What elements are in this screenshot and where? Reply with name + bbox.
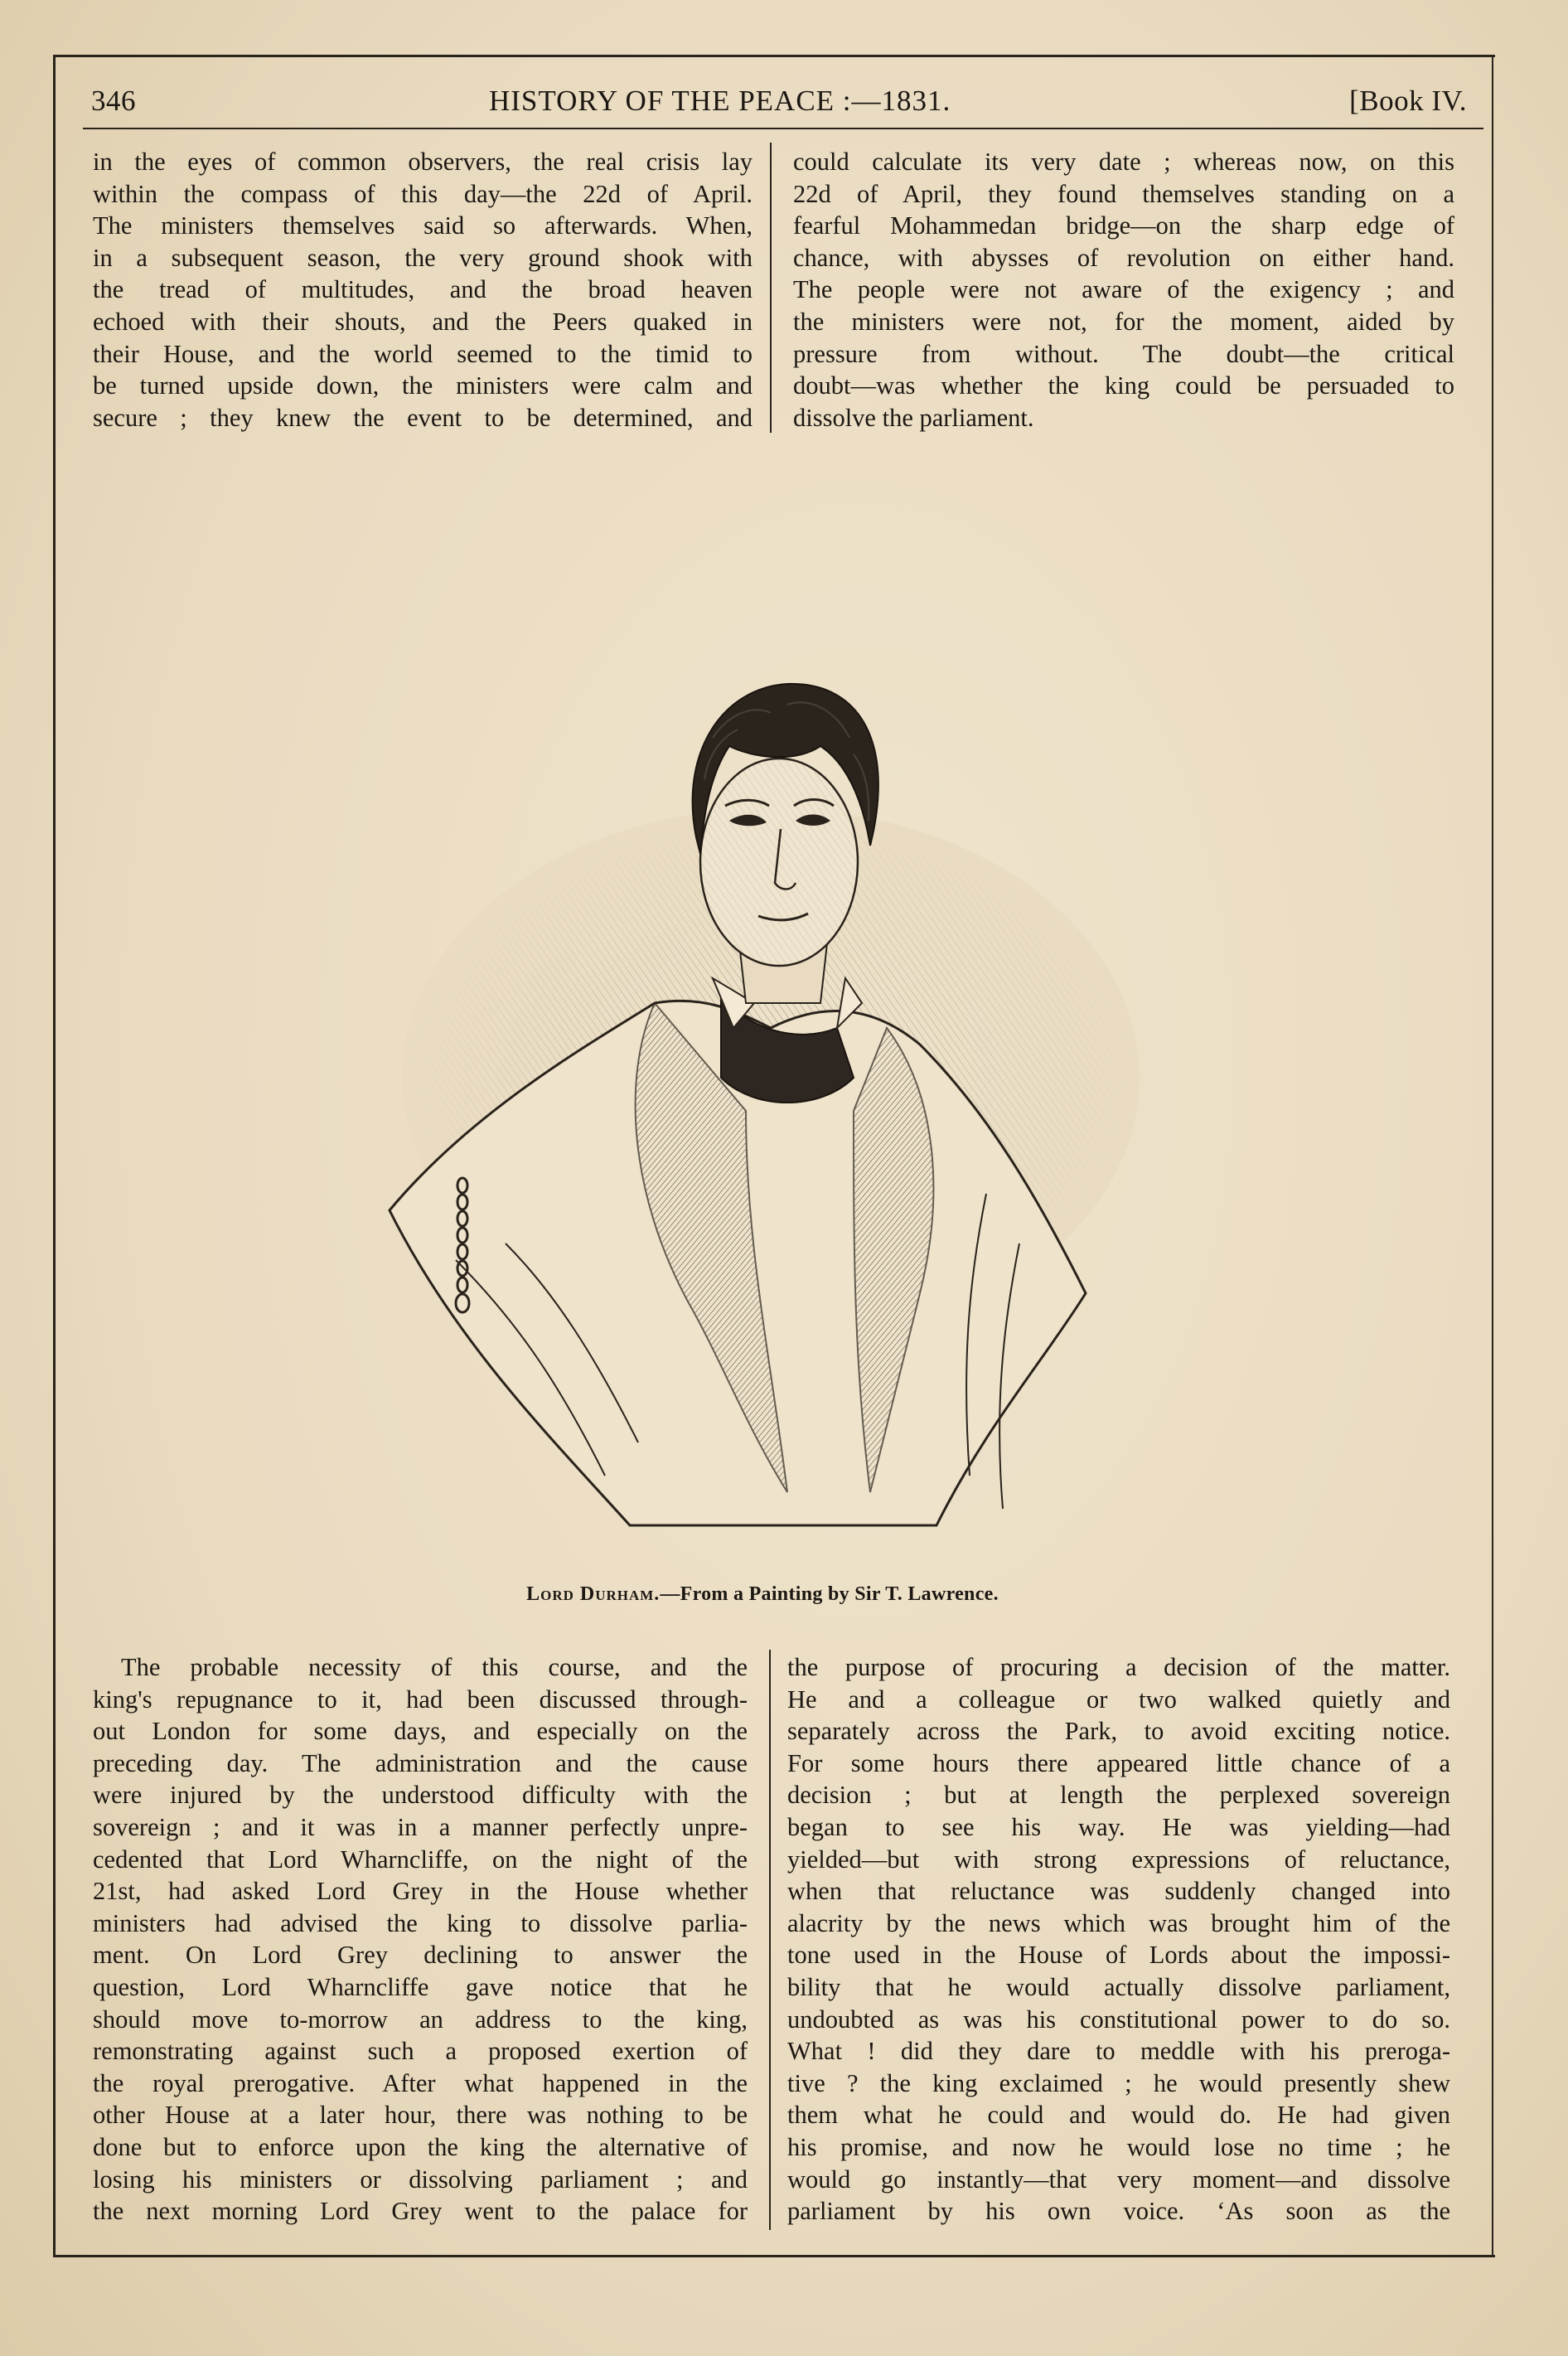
text-line: separately across the Park, to avoid exciting notice. xyxy=(787,1717,1450,1746)
column-divider-top xyxy=(770,143,772,433)
frame-top-rule xyxy=(53,55,1495,57)
text-line: preceding day. The administration and the cause xyxy=(93,1748,748,1777)
text-line: doubt—was whether the king could be persuaded to xyxy=(793,371,1454,400)
frame-left-rule xyxy=(53,55,56,2255)
text-line: the tread of multitudes, and the broad heaven xyxy=(93,275,753,304)
text-line: bility that he would actually dissolve parliament, xyxy=(787,1972,1450,2001)
text-line: began to see his way. He was yielding—had xyxy=(787,1812,1450,1841)
column-bottom-left xyxy=(93,1651,748,2228)
text-line: remonstrating against such a proposed exertion of xyxy=(93,2037,748,2066)
text-line: king's repugnance to it, had been discussed through- xyxy=(93,1685,748,1714)
column-divider-bottom xyxy=(769,1650,771,2230)
text-line: done but to enforce upon the king the alternative of xyxy=(93,2132,748,2161)
text-line: fearful Mohammedan bridge—on the sharp edge of xyxy=(793,211,1454,240)
running-header xyxy=(91,76,1467,123)
text-line: 21st, had asked Lord Grey in the House whether xyxy=(93,1877,748,1906)
figure-caption xyxy=(249,1583,1276,1606)
text-line: The people were not aware of the exigency ; and xyxy=(793,275,1454,304)
text-line: question, Lord Wharncliffe gave notice that he xyxy=(93,1972,748,2001)
text-line: 22d of April, they found themselves standing on a xyxy=(793,179,1454,208)
frame-right-rule xyxy=(1492,55,1493,2255)
text-line: their House, and the world seemed to the timid to xyxy=(93,339,753,368)
text-line: losing his ministers or dissolving parliament ; and xyxy=(93,2165,748,2194)
portrait-engraving xyxy=(356,613,1185,1559)
header-rule xyxy=(83,128,1483,129)
text-line: secure ; they knew the event to be determined, and xyxy=(93,403,753,432)
text-line: yielded—but with strong expressions of reluctance, xyxy=(787,1845,1450,1874)
text-line: cedented that Lord Wharncliffe, on the night of the xyxy=(93,1845,748,1874)
text-line: other House at a later hour, there was nothing to be xyxy=(93,2101,748,2130)
text-line: his promise, and now he would lose no time ; he xyxy=(787,2132,1450,2161)
text-line: decision ; but at length the perplexed sovereign xyxy=(787,1781,1450,1810)
text-line: tone used in the House of Lords about the impossi- xyxy=(787,1941,1450,1970)
column-top-left xyxy=(93,146,753,434)
text-line: were injured by the understood difficulty with the xyxy=(93,1781,748,1810)
text-line: echoed with their shouts, and the Peers quaked in xyxy=(93,307,753,336)
book-label: [Book IV. xyxy=(1349,85,1467,117)
text-line: could calculate its very date ; whereas now, on this xyxy=(793,148,1454,176)
text-line: when that reluctance was suddenly changed into xyxy=(787,1877,1450,1906)
text-line: out London for some days, and especially on the xyxy=(93,1717,748,1746)
text-line: The probable necessity of this course, and the xyxy=(121,1653,748,1681)
text-line: He and a colleague or two walked quietly and xyxy=(787,1685,1450,1714)
text-line: The ministers themselves said so afterwards. When, xyxy=(93,211,753,240)
paragraph-bottom-left xyxy=(93,1651,748,2228)
text-line: the purpose of procuring a decision of the matter. xyxy=(787,1653,1450,1681)
text-line: chance, with abysses of revolution on either hand. xyxy=(793,243,1454,272)
text-line: ment. On Lord Grey declining to answer the xyxy=(93,1941,748,1970)
caption-credit: —From a Painting by Sir T. Lawrence. xyxy=(660,1583,999,1605)
text-line: the ministers were not, for the moment, aided by xyxy=(793,307,1454,336)
frame-bottom-rule xyxy=(53,2255,1495,2257)
text-line: pressure from without. The doubt—the critical xyxy=(793,339,1454,368)
paragraph-bottom-right xyxy=(787,1651,1450,2228)
text-line: undoubted as was his constitutional power to do so. xyxy=(787,2005,1450,2034)
text-line: them what he could and would do. He had given xyxy=(787,2101,1450,2130)
text-line: in a subsequent season, the very ground shook with xyxy=(93,243,753,272)
text-line: alacrity by the news which was brought him of the xyxy=(787,1908,1450,1937)
text-line: within the compass of this day—the 22d of April. xyxy=(93,179,753,208)
paragraph-top-right xyxy=(793,146,1454,434)
text-line: parliament by his own voice. ‘As soon as the xyxy=(787,2197,1450,2226)
text-line: the royal prerogative. After what happened in the xyxy=(93,2068,748,2097)
text-line: tive ? the king exclaimed ; he would presently shew xyxy=(787,2068,1450,2097)
text-line: would go instantly—that very moment—and dissolve xyxy=(787,2165,1450,2194)
caption-name: Lord Durham. xyxy=(526,1583,661,1605)
text-line: in the eyes of common observers, the real crisis lay xyxy=(93,148,753,176)
text-line: What ! did they dare to meddle with his preroga- xyxy=(787,2037,1450,2066)
column-bottom-right xyxy=(787,1651,1450,2228)
text-line: the next morning Lord Grey went to the palace for xyxy=(93,2197,748,2226)
text-line: should move to-morrow an address to the king, xyxy=(93,2005,748,2034)
column-top-right xyxy=(793,146,1454,434)
text-line: ministers had advised the king to dissolve parlia- xyxy=(93,1908,748,1937)
text-line: For some hours there appeared little chance of a xyxy=(787,1748,1450,1777)
text-line: sovereign ; and it was in a manner perfectly unpre- xyxy=(93,1812,748,1841)
paragraph-top-left xyxy=(93,146,753,434)
page-number: 346 xyxy=(91,85,136,117)
text-line: dissolve the parliament. xyxy=(793,403,1034,432)
text-line: be turned upside down, the ministers were calm and xyxy=(93,371,753,400)
running-title: HISTORY OF THE PEACE :—1831. xyxy=(489,85,951,117)
